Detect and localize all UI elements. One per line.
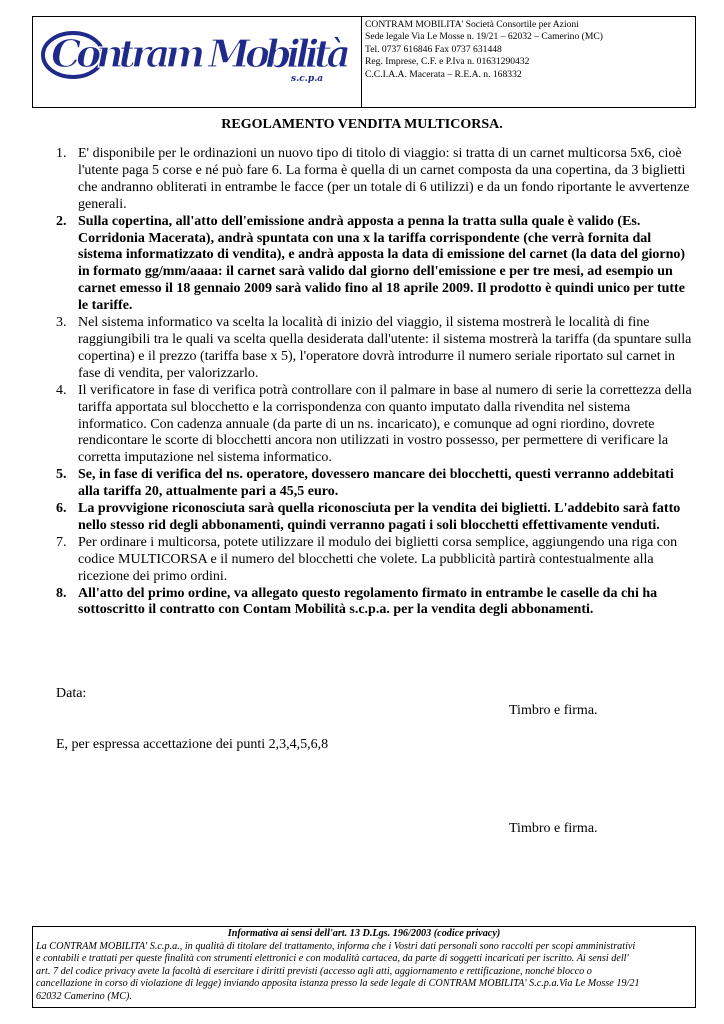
rule-text: E' disponibile per le ordinazioni un nuovo tipo di titolo di viaggio: si tratta di un carnet multicorsa 5x6, cioè l'utente paga 5 corse e né può fare 6. La forma è quella di un carnet composta da una copertina, da 3 biglietti che andranno obliterati in entrambe le facce (per un totale di 6 utilizzi) e da un fondo riportante le avvertenze generali.	[78, 146, 690, 212]
privacy-notice-line: 62032 Camerino (MC).	[36, 990, 132, 1002]
logo-graphic	[35, 19, 359, 105]
rule-text: All'atto del primo ordine, va allegato questo regolamento firmato in entrambe le caselle da chi ha sottoscritto il contratto con Contam Mobilità s.c.p.a. per la vendita degli abbonamenti.	[78, 585, 658, 618]
rule-number: 3.	[56, 315, 67, 331]
privacy-notice-line: e contabili e trattati per queste finalità con strumenti elettronici e con modalità cartacea, da parte di soggetti incaricati per iscritto. Ai sensi dell'	[36, 953, 629, 965]
rule-text: Sulla copertina, all'atto dell'emissione andrà apposta a penna la tratta sulla quale è valido (Es. Corridonia Macerata), andrà spuntata con una x la tariffa corrispondente (che verrà fornita dal sistema informatizzato di vendita), e andrà apposta la data di emissione del carnet (la data del giorno) in formato gg/mm/aaaa: il carnet sarà valido dal giorno dell'emissione e per tre mesi, ad esempio un carnet emesso il 18 gennaio 2009 sarà valido fino al 18 aprile 2009. Il prodotto è quindi unico per tutte le tariffe.	[78, 213, 686, 314]
rule-item-5	[56, 467, 696, 501]
vat-line: Reg. Imprese, C.F. e P.Iva n. 01631290432	[365, 56, 530, 68]
rule-text: Se, in fase di verifica del ns. operatore, dovessero mancare dei blocchetti, questi verranno addebitati alla tariffa 20, attualmente pari a 45,5 euro.	[78, 467, 674, 500]
privacy-notice-line: art. 7 del codice privacy avete la facoltà di esercitare i diritti previsti (accesso agli atti, aggiornamento e rettificazione, nonché blocco o	[36, 965, 592, 977]
rule-item-4	[56, 383, 696, 468]
rule-text: Nel sistema informatico va scelta la località di inizio del viaggio, il sistema mostrerà le località di fine raggiungibili tra le quali va scelta quella desiderata dall'utente: il sistema mostrerà la tariffa (da spuntare sulla copertina) e il prezzo (tariffa base x 5), l'operatore dovrà introdurre il numero seriale riportato sul carnet in fase di vendita, per valorizzarlo.	[78, 315, 692, 381]
privacy-notice	[32, 926, 696, 1008]
rules-list	[56, 146, 696, 619]
rule-number: 8.	[56, 585, 67, 601]
document-title: REGOLAMENTO VENDITA MULTICORSA.	[221, 117, 503, 132]
stamp-signature-label-1: Timbro e firma.	[509, 703, 598, 718]
rule-item-7	[56, 535, 696, 586]
rule-text: Il verificatore in fase di verifica potrà controllare con il palmare in base al numero di serie la correttezza della tariffa apportata sul blocchetto e la corrispondenza con quanto imputato dalla rivendita nel sistema informatico. Con cadenza annuale (da parte di un ns. incaricato), e comunque ad ogni riordino, dovrete rendicontare le scorte di blocchetti ancora non utilizzati in vostro possesso, per permettere di verificare la corretta imputazione nel sistema informatico.	[78, 382, 692, 466]
rule-number: 6.	[56, 501, 67, 517]
rule-item-6	[56, 501, 696, 535]
acceptance-text: E, per espressa accettazione dei punti 2,3,4,5,6,8	[56, 737, 329, 752]
company-name-line: CONTRAM MOBILITA' Società Consortile per Azioni	[365, 19, 579, 30]
rule-item-3	[56, 315, 696, 383]
privacy-notice-line: cancellazione in corso di violazione di legge) inviando apposita istanza presso la sede legale di CONTRAM MOBILITA' S.c.p.a.Via Le Mosse 19/21	[36, 978, 640, 990]
rule-item-2	[56, 214, 696, 315]
rule-text: La provvigione riconosciuta sarà quella riconosciuta per la vendita dei biglietti. L'addebito sarà fatto nello stesso rid degli abbonamenti, quindi verranno pagati i soli blocchetti effettivamente venduti.	[78, 501, 681, 533]
rule-number: 7.	[56, 534, 67, 550]
letterhead	[32, 16, 696, 108]
rule-number: 5.	[56, 467, 67, 483]
rule-number: 4.	[56, 382, 67, 398]
date-label: Data:	[56, 686, 87, 701]
logo-text: Contram Mobilità	[51, 31, 351, 76]
rule-text: Per ordinare i multicorsa, potete utilizzare il modulo dei biglietti corsa semplice, aggiungendo una riga con codice MULTICORSA e il numero del blocchetti che volete. La pubblicità partirà contestualmente alla ricezione dei primo ordini.	[78, 534, 678, 584]
company-logo	[33, 17, 362, 107]
company-info	[362, 17, 695, 107]
stamp-signature-label-2: Timbro e firma.	[509, 821, 598, 836]
rea-line: C.C.I.A.A. Macerata – R.E.A. n. 168332	[365, 68, 522, 80]
rule-number: 1.	[56, 146, 67, 161]
privacy-notice-title: Informativa ai sensi dell'art. 13 D.Lgs. 196/2003 (codice privacy)	[227, 928, 501, 939]
rule-item-8	[56, 586, 696, 620]
phone-line: Tel. 0737 616846 Fax 0737 631448	[365, 43, 502, 55]
rule-number: 2.	[56, 213, 67, 229]
address-line: Sede legale Via Le Mosse n. 19/21 – 62032 – Camerino (MC)	[365, 31, 603, 43]
privacy-notice-line: La CONTRAM MOBILITA' S.c.p.a., in qualità di titolare del trattamento, informa che i Vostri dati personali sono raccolti per scopi amministrativi	[36, 940, 636, 952]
rule-item-1	[56, 146, 696, 214]
logo-suffix: s.c.p.a	[291, 74, 324, 84]
